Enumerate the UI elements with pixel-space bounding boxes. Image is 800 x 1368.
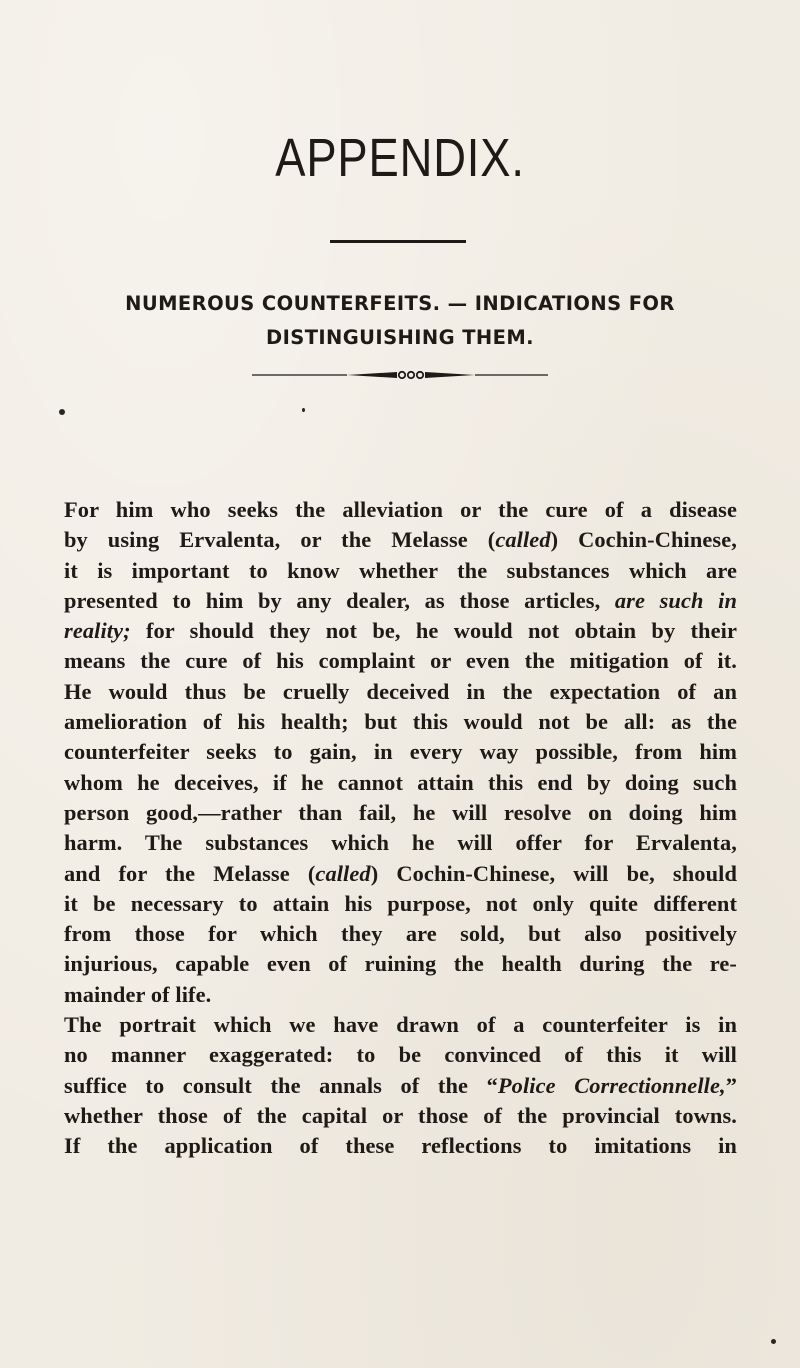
- page-title: APPENDIX.: [275, 128, 525, 188]
- text-line: it is important to know whether the substances which are: [64, 557, 737, 583]
- section-heading-line-1: NUMEROUS COUNTERFEITS. — INDICATIONS FOR: [125, 292, 675, 315]
- text-line: by using Ervalenta, or the Melasse (called) Cochin-Chinese,: [64, 527, 737, 553]
- section-heading: [0, 287, 800, 355]
- text-line: and for the Melasse (called) Cochin-Chinese, will be, should: [64, 860, 738, 886]
- text-line: counterfeiter seeks to gain, in every way possible, from him: [64, 739, 737, 765]
- scan-speck: [59, 409, 65, 415]
- title-rule: [330, 240, 466, 243]
- body-paragraphs: [64, 495, 737, 1162]
- text-line: person good,—rather than fail, he will resolve on doing him: [64, 799, 737, 825]
- text-line: from those for which they are sold, but also positively: [64, 921, 737, 947]
- section-heading-line-2: DISTINGUISHING THEM.: [266, 326, 534, 349]
- scan-speck: [771, 1339, 776, 1344]
- text-line: For him who seeks the alleviation or the cure of a disease: [64, 497, 737, 522]
- text-line: whom he deceives, if he cannot attain this end by doing such: [64, 769, 737, 795]
- scan-speck: [302, 408, 305, 412]
- text-line: The portrait which we have drawn of a counterfeiter is in: [64, 1012, 737, 1038]
- text-line: He would thus be cruelly deceived in the expectation of an: [64, 678, 737, 704]
- text-line: suffice to consult the annals of the “Police Correctionnelle,”: [64, 1072, 738, 1098]
- text-line: presented to him by any dealer, as those articles, are such in: [64, 587, 737, 613]
- text-line: harm. The substances which he will offer for Ervalenta,: [64, 830, 737, 856]
- italic-text: called: [315, 860, 371, 886]
- italic-text: Police Correctionnelle,: [497, 1072, 726, 1098]
- text-line: means the cure of his complaint or even the mitigation of it.: [64, 648, 737, 674]
- ornamental-divider: [252, 368, 548, 382]
- text-line: If the application of these reflections to imitations in: [64, 1133, 737, 1159]
- text-line: no manner exaggerated: to be convinced of this it will: [64, 1042, 737, 1068]
- text-line: it be necessary to attain his purpose, not only quite different: [64, 890, 737, 916]
- italic-text: reality;: [64, 618, 131, 644]
- italic-text: are such in: [614, 587, 737, 613]
- text-line: whether those of the capital or those of the provincial towns.: [64, 1102, 737, 1128]
- text-line: reality; for should they not be, he would not obtain by their: [64, 618, 737, 644]
- text-line: mainder of life.: [64, 981, 212, 1007]
- text-line: amelioration of his health; but this would not be all: as the: [64, 709, 737, 735]
- text-line: injurious, capable even of ruining the health during the re-: [64, 951, 737, 977]
- italic-text: called: [495, 527, 551, 553]
